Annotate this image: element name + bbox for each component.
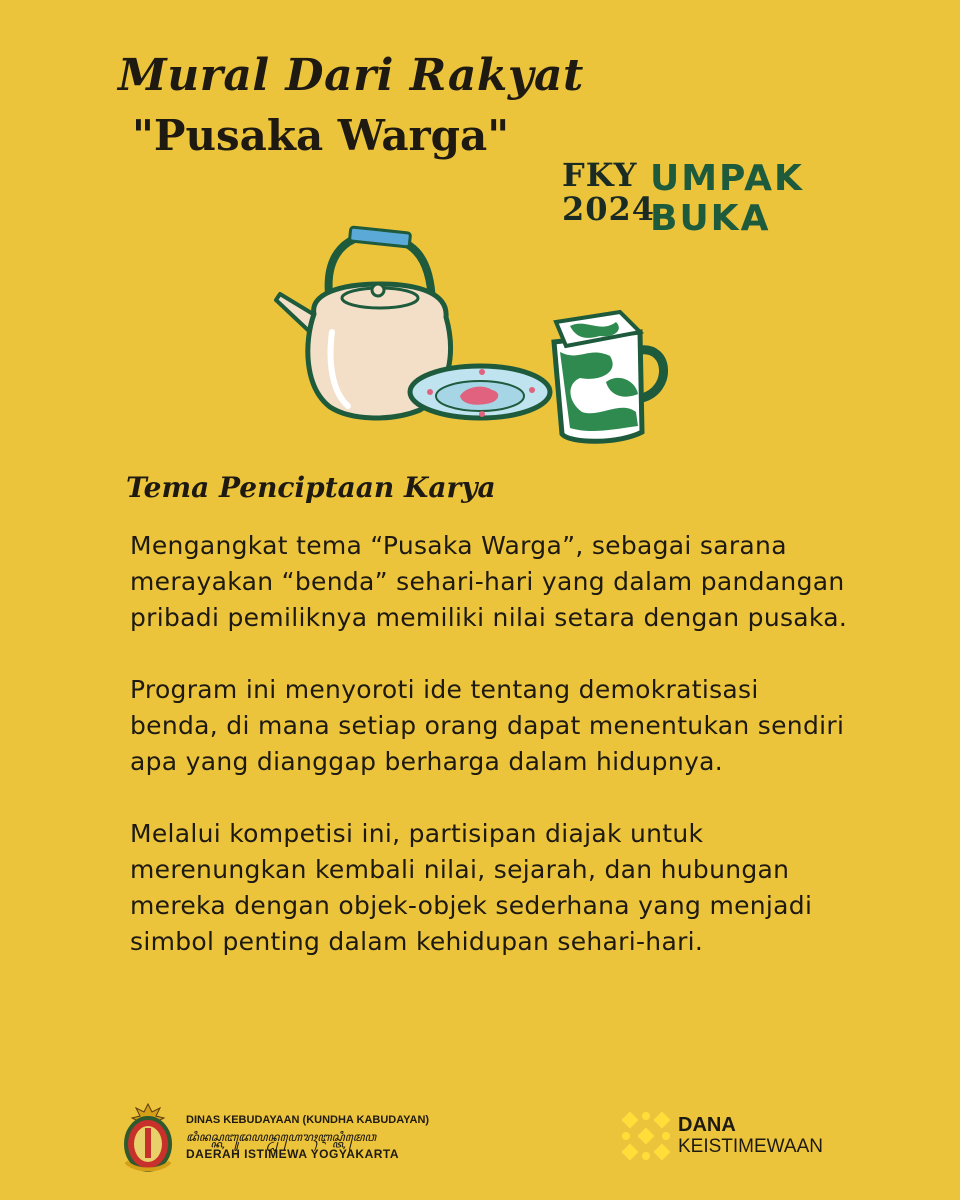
title-line-1: Mural Dari Rakyat [118, 50, 584, 101]
mug-icon [554, 312, 664, 441]
plate-icon [410, 366, 550, 418]
dana-keistimewaan-icon [620, 1110, 672, 1162]
diy-emblem-icon [118, 1102, 178, 1174]
dana-keistimewaan-label [678, 1114, 823, 1158]
buka-wordmark: BUKA [650, 198, 771, 236]
paragraph-2: Program ini menyoroti ide tentang demokratisasi benda, di mana setiap orang dapat menentukan sendiri apa yang dianggap berharga dalam hidupnya. [130, 675, 845, 776]
title-line-2: "Pusaka Warga" [132, 111, 510, 160]
umpak-wordmark: UMPAK [650, 158, 804, 199]
dinas-line-1: DINAS KEBUDAYAAN (KUNDHA KABUDAYAN) [186, 1114, 430, 1126]
paragraph-1: Mengangkat tema “Pusaka Warga”, sebagai sarana merayakan “benda” sehari-hari yang dalam pandangan pribadi pemiliknya memiliki nilai setara dengan pusaka. [130, 531, 848, 632]
dana-line-1: DANA [678, 1114, 736, 1136]
fky-year: 2024 [562, 190, 656, 228]
dinas-line-2: ꦢꦶꦤꦱ꧀ꦏꦧꦸꦢꦪꦤ꧀ꦝꦲꦺꦫꦃꦆꦱ꧀ꦠꦶꦩꦺꦮ [186, 1130, 376, 1144]
section-title: Tema Penciptaan Karya [126, 471, 496, 504]
illustration [270, 222, 690, 452]
paragraph-3: Melalui kompetisi ini, partisipan diajak untuk merenungkan kembali nilai, sejarah, dan hubungan mereka dengan objek-objek sederhana yang menjadi simbol penting dalam kehidupan sehari-hari. [130, 819, 813, 956]
dinas-kebudayaan-logo [118, 1102, 430, 1174]
fky-label [562, 156, 656, 228]
body-text [130, 528, 850, 996]
fky-text: FKY [562, 156, 638, 194]
dana-line-2: KEISTIMEWAAN [678, 1136, 823, 1157]
dinas-line-3: DAERAH ISTIMEWA YOGYAKARTA [186, 1147, 400, 1161]
